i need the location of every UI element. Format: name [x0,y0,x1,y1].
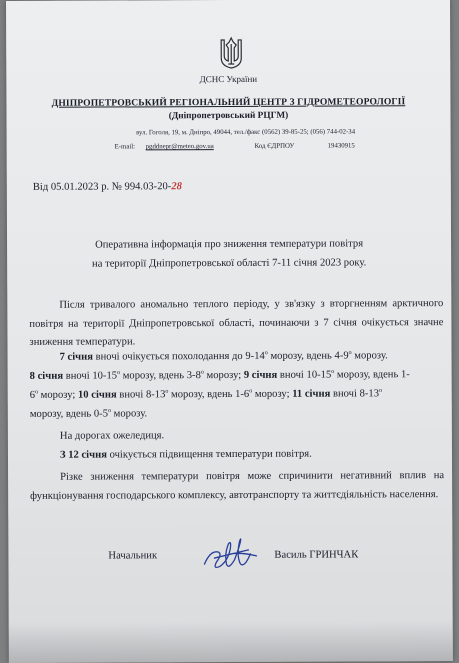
address-line: вул. Гоголя, 19, м. Дніпро, 49044, тел./факс (0562) 39-85-25; (056) 744-02-34 [136,128,356,137]
ice-warning: На дорогах ожеледиця. [59,430,165,442]
impact-paragraph: Різке зниження температури повітря може спричинити негативний вплив на функціонування господарського комплексу, автотранспорту та життєдіяльність населення. [30,470,445,502]
forecast-day11-cont: морозу, вдень 0-5$^o$ морозу. [29,407,148,420]
email-label: E-mail: [114,143,136,151]
signatory-position: Начальник [108,550,158,562]
agency-name: ДСНС України [199,73,258,85]
contact-row [114,142,435,151]
reference-printed: Від 05.01.2023 р. № 994.03-20- [32,181,172,193]
organization-subtitle: (Дніпропетровський РЦГМ) [168,110,289,122]
document-page [6,0,453,663]
temperature-rise: З 12 січня очікується підвищення температури повітря. [59,448,312,461]
reference-handwritten: 28 [171,181,182,193]
handwritten-signature-icon [200,530,260,576]
document-heading-line1: Оперативна інформація про зниження температури повітря [95,238,364,251]
trident-emblem-icon [219,36,243,70]
email-link[interactable]: pgddnepr@meteo.gov.ua [145,143,214,151]
intro-paragraph: Після тривалого аномально теплого періоду, у зв'язку з вторгненням арктичного повітря на території Дніпропетровської області, починаючи з 7 січня очікується значне зниження температури. [29,298,444,348]
forecast-day10-11: 6$^o$ морозу; 10 січня вночі 8-13$^o$ морозу, вдень 1-6$^o$ морозу; 11 січня вночі 8-13$^o$ [29,387,383,401]
forecast-day8-9: 8 січня вночі 10-15$^o$ морозу, вдень 3-8$^o$ морозу; 9 січня вночі 10-15$^o$ морозу, вдень 1- [29,369,410,382]
document-heading-line2: на території Дніпропетровської області 7-11 січня 2023 року. [92,257,367,270]
page-shadow [9,621,453,663]
organization-title: ДНІПРОПЕТРОВСЬКИЙ РЕГІОНАЛЬНИЙ ЦЕНТР З ГІДРОМЕТЕОРОЛОГІЇ [51,96,406,109]
signatory-name: Василь ГРИНЧАК [274,549,359,561]
reference-number [33,181,182,193]
edrpou-label: Код ЄДРПОУ [254,142,295,150]
edrpou-value: 19430915 [327,142,355,150]
forecast-day7: 7 січня вночі очікується похолодання до 9-14$^o$ морозу, вдень 4-9$^o$ морозу. [59,349,388,363]
